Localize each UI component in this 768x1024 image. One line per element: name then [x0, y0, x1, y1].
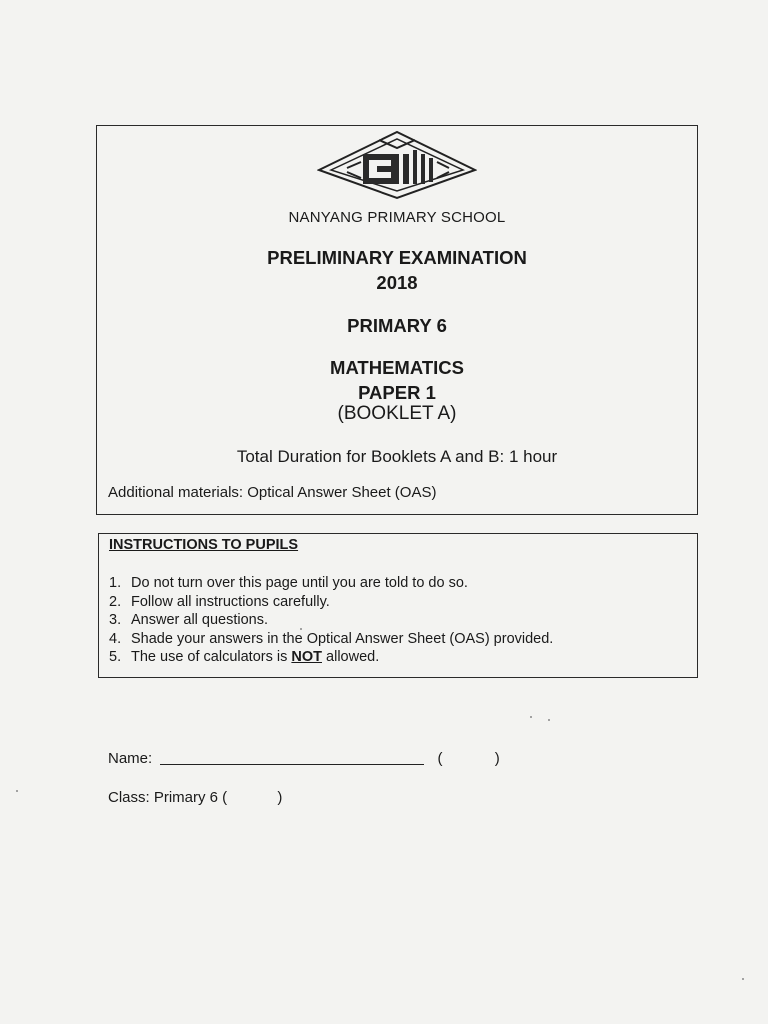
school-name: NANYANG PRIMARY SCHOOL: [288, 209, 506, 226]
instruction-number: 1.: [109, 575, 122, 591]
instruction-text: Answer all questions.: [131, 612, 269, 628]
instruction-number: 3.: [109, 612, 122, 628]
school-crest-icon: [317, 128, 477, 200]
instruction-text: Follow all instructions carefully.: [131, 593, 330, 610]
name-blank-line: [160, 750, 424, 765]
duration-text: Total Duration for Booklets A and B: 1 hour: [236, 447, 558, 466]
instruction-item: [109, 630, 553, 649]
subject-title: MATHEMATICS: [330, 357, 464, 378]
class-field-row: [108, 789, 282, 806]
register-number-close: ): [494, 750, 500, 767]
instruction-number: 4.: [109, 630, 122, 647]
scan-speck: [742, 978, 744, 980]
class-close-paren: ): [277, 789, 283, 806]
instruction-item: [109, 648, 553, 667]
register-number-open: (: [437, 750, 443, 767]
name-field-row: [108, 750, 500, 767]
scan-speck: [300, 628, 302, 630]
not-emphasis: NOT: [291, 649, 322, 665]
class-label: Class: Primary 6 (: [108, 789, 228, 806]
instruction-number: 2.: [109, 593, 122, 610]
exam-title: PRELIMINARY EXAMINATION: [267, 247, 527, 268]
instruction-item: [109, 593, 553, 612]
exam-year: 2018: [376, 272, 418, 293]
instructions-box: [98, 533, 698, 678]
instruction-text: The use of calculators is: [131, 649, 288, 665]
instructions-heading: INSTRUCTIONS TO PUPILS: [109, 537, 299, 553]
scan-speck: [548, 719, 550, 721]
booklet-title: (BOOKLET A): [337, 403, 457, 424]
instruction-text: Do not turn over this page until you are told to do so.: [131, 575, 468, 591]
cover-info-box: [96, 125, 698, 515]
instruction-item: [109, 574, 553, 593]
paper-title: PAPER 1: [358, 382, 436, 403]
instruction-item: [109, 611, 553, 630]
instruction-text-end: allowed.: [326, 649, 380, 665]
instruction-text: Shade your answers in the Optical Answer Sheet (OAS) provided.: [131, 630, 554, 647]
additional-materials: Additional materials: Optical Answer Sheet (OAS): [108, 484, 437, 501]
level-title: PRIMARY 6: [347, 315, 447, 336]
scan-speck: [16, 790, 18, 792]
name-label: Name:: [108, 750, 153, 767]
scan-speck: [530, 716, 532, 718]
instructions-list: [109, 574, 553, 667]
instruction-number: 5.: [109, 649, 122, 665]
